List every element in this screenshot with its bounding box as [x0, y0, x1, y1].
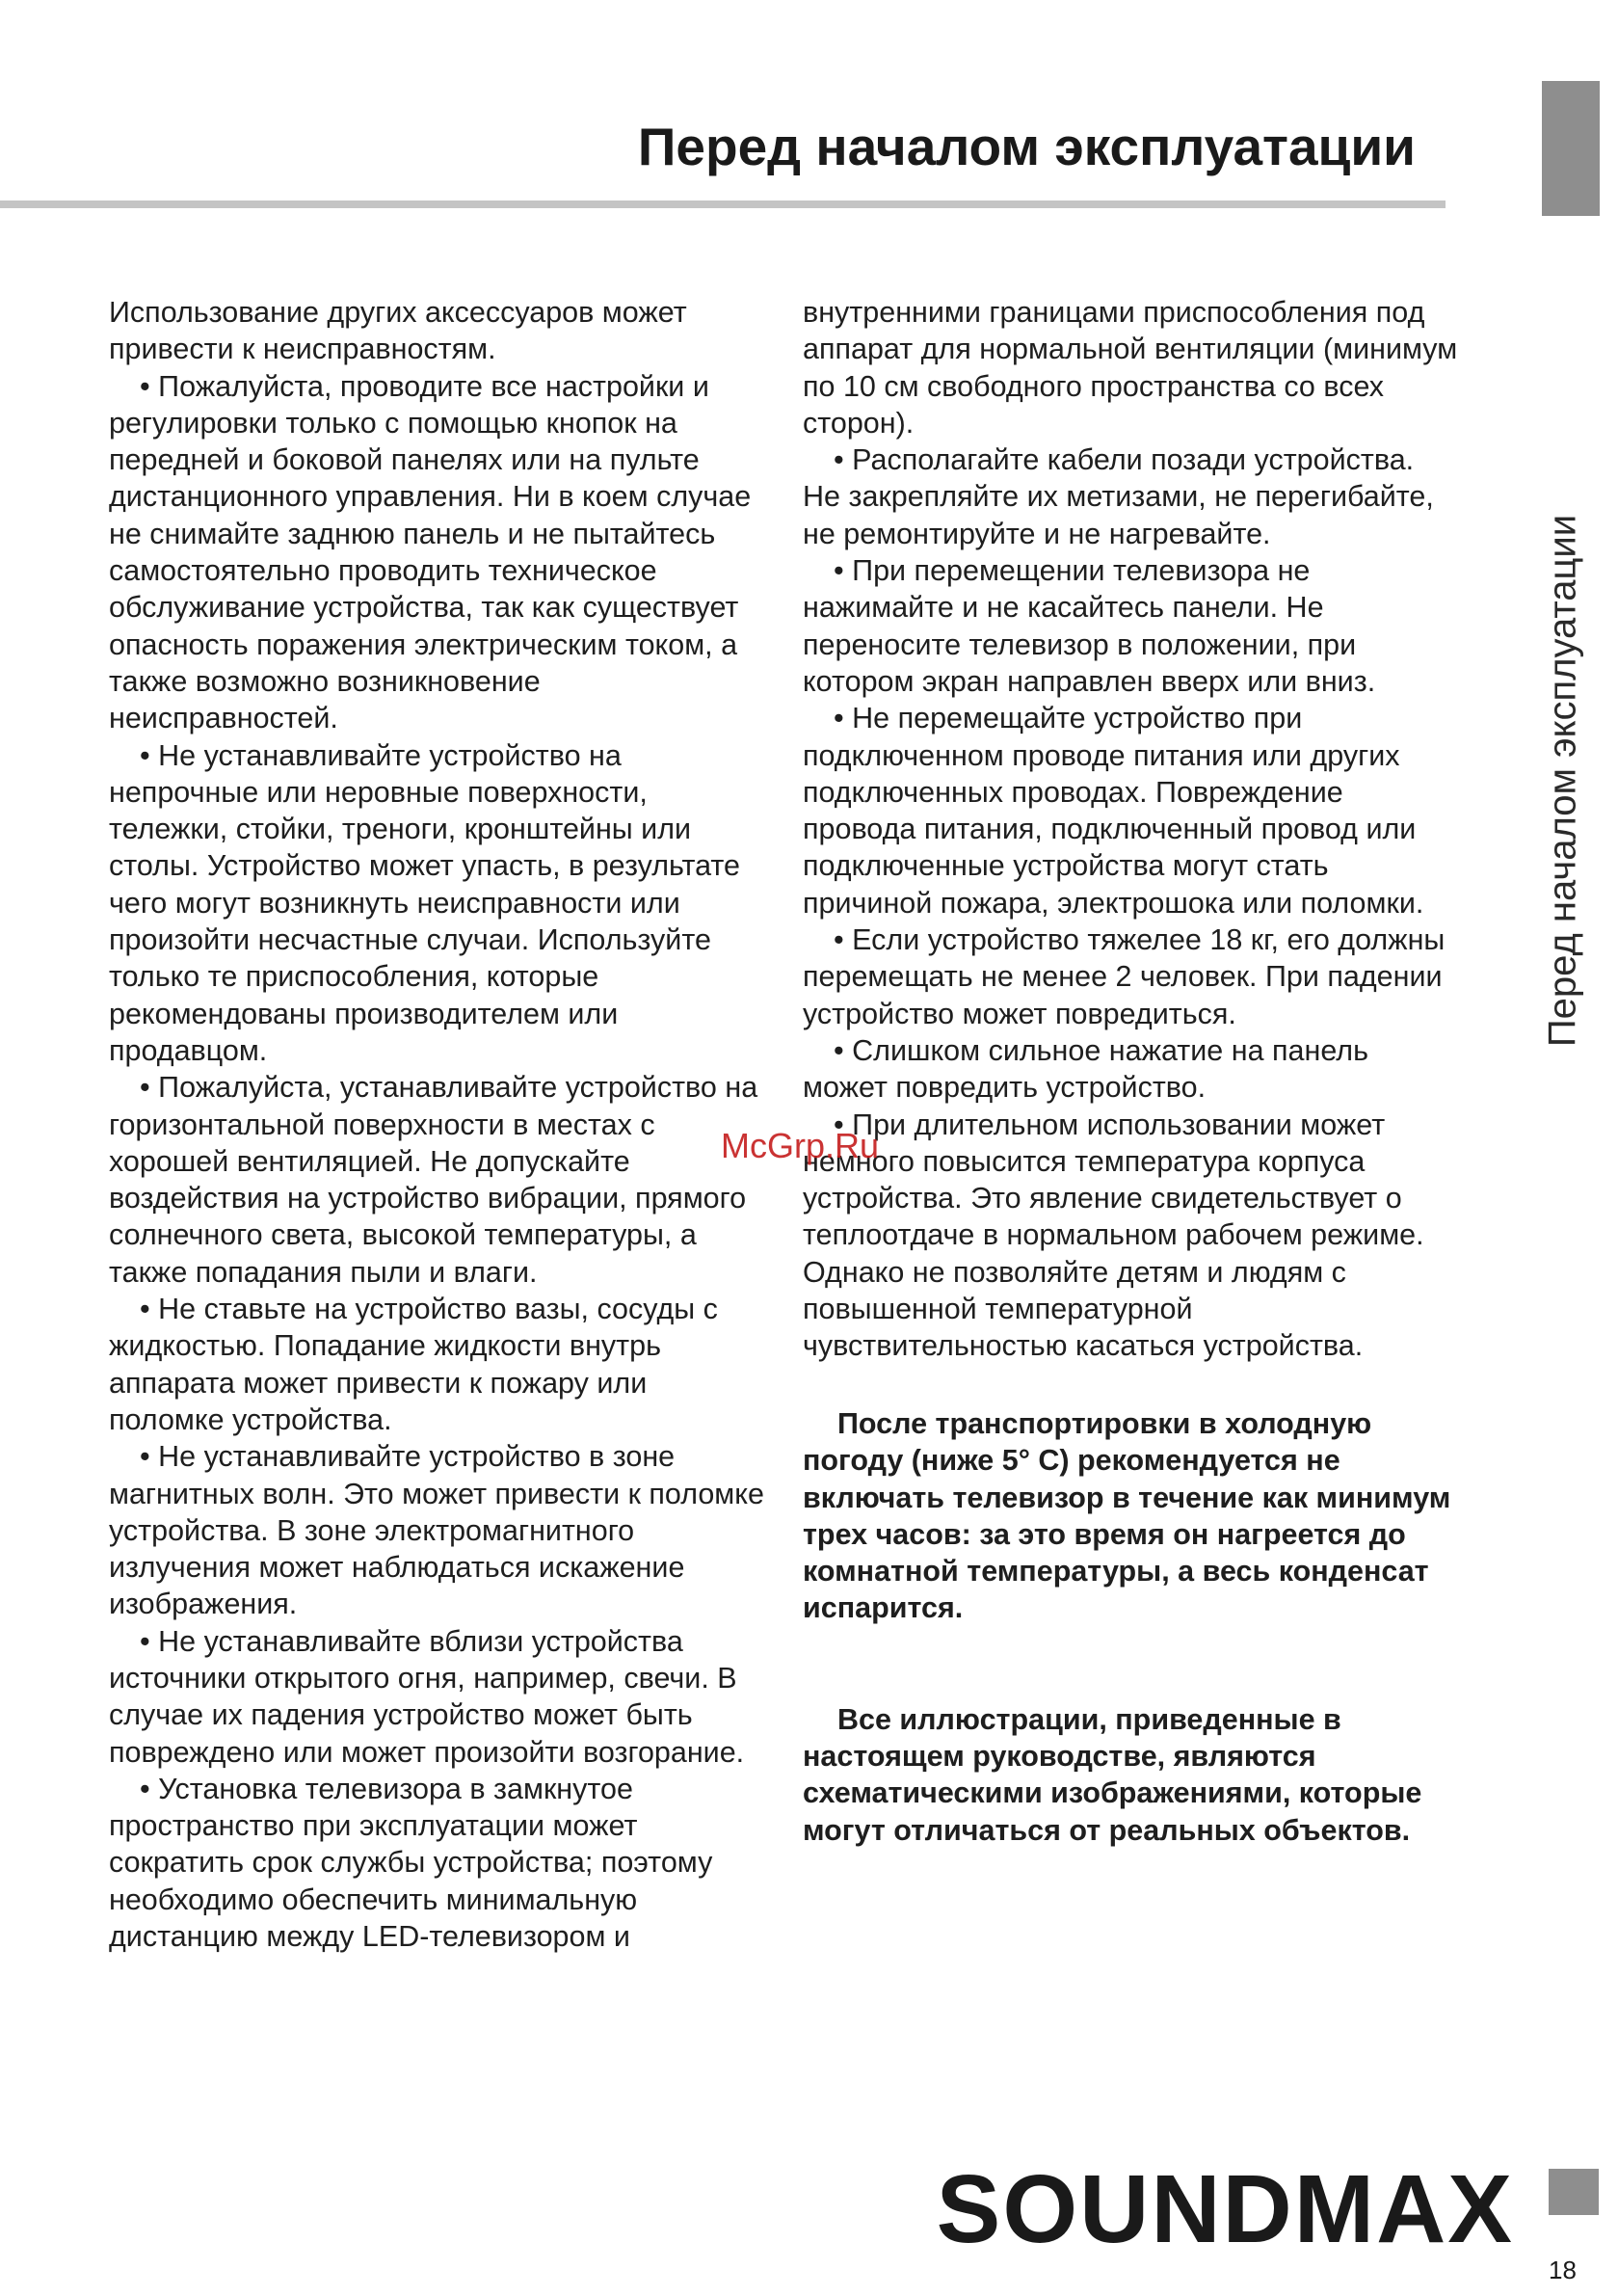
- side-tab-marker: [1542, 81, 1600, 216]
- bullet-item: • Слишком сильное нажатие на панель может повредить устройство.: [803, 1032, 1458, 1107]
- bullet-item: • Располагайте кабели позади устройства. Не закрепляйте их метизами, не перегибайте, не ремонтируйте и не нагревайте.: [803, 441, 1458, 552]
- bullet-item: • Пожалуйста, проводите все настройки и регулировки только с помощью кнопок на передней и боковой панелях или на пульте дистанционного управления. Ни в коем случае не снимайте заднюю панель и не пытайтесь самостоятельно проводить техническое обслуживание устройства, так как существует опасность поражения электрическим током, а также возможно возникновение неисправностей.: [109, 368, 764, 737]
- bullet-item: • Не устанавливайте вблизи устройства источники открытого огня, например, свечи. В случае их падения устройство может быть повреждено или может произойти возгорание.: [109, 1623, 764, 1771]
- bullet-item: • Не перемещайте устройство при подключенном проводе питания или других подключенных проводах. Повреждение провода питания, подключенный провод или подключенные устройства могут стать причиной пожара, электрошока или поломки.: [803, 700, 1458, 921]
- paragraph: Использование других аксессуаров может привести к неисправностям.: [109, 296, 687, 366]
- left-column: [109, 294, 764, 1955]
- page-title: Перед началом эксплуатации: [637, 117, 1416, 176]
- bullet-item: • Не устанавливайте устройство на непрочные или неровные поверхности, тележки, стойки, треноги, кронштейны или столы. Устройство может упасть, в результате чего могут возникнуть неисправности или произойти несчастные случаи. Используйте только те приспособления, которые рекомендованы производителем или продавцом.: [109, 737, 764, 1070]
- right-column: [803, 294, 1458, 1365]
- important-notes: [803, 1405, 1458, 1849]
- bullet-item: • Установка телевизора в замкнутое пространство при эксплуатации может сократить срок службы устройства; поэтому необходимо обеспечить минимальную дистанцию между LED-телевизором и: [109, 1771, 764, 1955]
- header-divider: [0, 200, 1446, 208]
- bullet-item: • Не устанавливайте устройство в зоне магнитных волн. Это может привести к поломке устройства. В зоне электромагнитного излучения может наблюдаться искажение изображения.: [109, 1438, 764, 1622]
- bullet-item: • Если устройство тяжелее 18 кг, его должны перемещать не менее 2 человек. При падении устройство может повредиться.: [803, 921, 1458, 1032]
- bullet-item: • При длительном использовании может немного повысится температура корпуса устройства. Это явление свидетельствует о теплоотдаче в нормальном рабочем режиме. Однако не позволяйте детям и людям с повышенной температурной чувствительностью касаться устройства.: [803, 1107, 1458, 1365]
- watermark: McGrp.Ru: [721, 1126, 880, 1165]
- bullet-item: • Не ставьте на устройство вазы, сосуды с жидкостью. Попадание жидкости внутрь аппарата может привести к пожару или поломке устройства.: [109, 1291, 764, 1438]
- side-section-label: Перед началом эксплуатации: [1541, 514, 1584, 1048]
- bullet-item: • При перемещении телевизора не нажимайте и не касайтесь панели. Не переносите телевизор в положении, при котором экран направлен вверх или вниз.: [803, 552, 1458, 700]
- brand-logo: SOUNDMAX: [936, 2155, 1514, 2263]
- page-tab-marker: [1549, 2169, 1599, 2215]
- page-number: 18: [1549, 2256, 1577, 2284]
- paragraph: внутренними границами приспособления под аппарат для нормальной вентиляции (минимум по 10 см свободного пространства со всех сторон).: [803, 296, 1458, 440]
- cold-transport-note: После транспортировки в холодную погоду (ниже 5° С) рекомендуется не включать телевизор в течение как минимум трех часов: за это время он нагреется до комнатной температуры, а весь конденсат испарится.: [803, 1407, 1451, 1625]
- bullet-item: • Пожалуйста, устанавливайте устройство на горизонтальной поверхности в местах с хорошей вентиляцией. Не допускайте воздействия на устройство вибрации, прямого солнечного света, высокой температуры, а также попадания пыли и влаги.: [109, 1069, 764, 1291]
- illustrations-note: Все иллюстрации, приведенные в настоящем руководстве, являются схематическими изображениями, которые могут отличаться от реальных объектов.: [803, 1702, 1422, 1847]
